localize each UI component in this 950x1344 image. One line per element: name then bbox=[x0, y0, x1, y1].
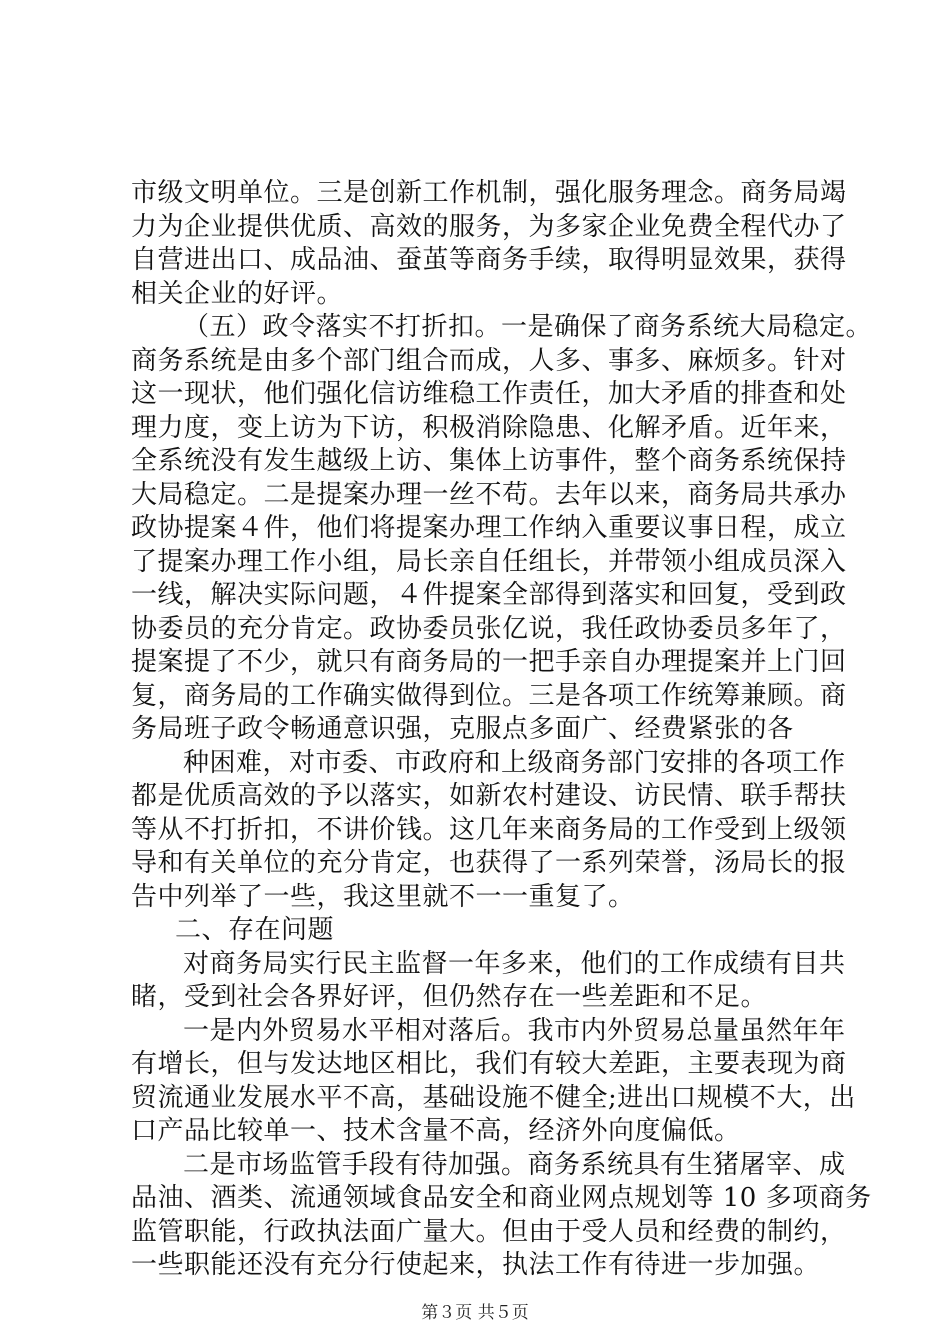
paragraph-line: 全系统没有发生越级上访、集体上访事件，整个商务系统保持 bbox=[131, 446, 847, 476]
paragraph-line: 自营进出口、成品油、蚕茧等商务手续，取得明显效果，获得 bbox=[131, 245, 847, 275]
paragraph-line: 复，商务局的工作确实做得到位。三是各项工作统筹兼顾。商 bbox=[131, 681, 847, 711]
paragraph-line: 种困难，对市委、市政府和上级商务部门安排的各项工作 bbox=[183, 748, 846, 778]
paragraph-line: （五）政令落实不打折扣。一是确保了商务系统大局稳定。 bbox=[183, 312, 873, 342]
paragraph-line: 品油、酒类、流通领域食品安全和商业网点规划等 10 多项商务 bbox=[131, 1183, 872, 1213]
paragraph-line: 力为企业提供优质、高效的服务，为多家企业免费全程代办了 bbox=[131, 212, 847, 242]
paragraph-line: 睹，受到社会各界好评，但仍然存在一些差距和不足。 bbox=[131, 982, 768, 1012]
paragraph-line: 口产品比较单一、技术含量不高，经济外向度偏低。 bbox=[131, 1116, 741, 1146]
paragraph-line: 协委员的充分肯定。政协委员张亿说，我任政协委员多年了， bbox=[131, 614, 847, 644]
paragraph-line: 相关企业的好评。 bbox=[131, 279, 344, 309]
section-heading: 二、存在问题 bbox=[175, 915, 335, 945]
paragraph-line: 告中列举了一些，我这里就不一一重复了。 bbox=[131, 882, 635, 912]
paragraph-line: 大局稳定。二是提案办理一丝不苟。去年以来，商务局共承办 bbox=[131, 480, 847, 510]
paragraph-line: 一些职能还没有充分行使起来，执法工作有待进一步加强。 bbox=[131, 1250, 821, 1280]
paragraph-line: 市级文明单位。三是创新工作机制，强化服务理念。商务局竭 bbox=[131, 178, 847, 208]
paragraph-line: 二是市场监管手段有待加强。商务系统具有生猪屠宰、成 bbox=[183, 1150, 846, 1180]
paragraph-line: 一线，解决实际问题，４件提案全部得到落实和回复，受到政 bbox=[131, 580, 847, 610]
paragraph-line: 监管职能，行政执法面广量大。但由于受人员和经费的制约， bbox=[131, 1217, 847, 1247]
page-footer: 第３页 共５页 bbox=[421, 1303, 529, 1323]
paragraph-line: 了提案办理工作小组，局长亲自任组长，并带领小组成员深入 bbox=[131, 547, 847, 577]
paragraph-line: 等从不打折扣，不讲价钱。这几年来商务局的工作受到上级领 bbox=[131, 815, 847, 845]
paragraph-line: 这一现状，他们强化信访维稳工作责任，加大矛盾的排查和处 bbox=[131, 379, 847, 409]
paragraph-line: 一是内外贸易水平相对落后。我市内外贸易总量虽然年年 bbox=[183, 1016, 846, 1046]
paragraph-line: 务局班子政令畅通意识强，克服点多面广、经费紧张的各 bbox=[131, 714, 794, 744]
paragraph-line: 政协提案４件，他们将提案办理工作纳入重要议事日程，成立 bbox=[131, 513, 847, 543]
paragraph-line: 贸流通业发展水平不高，基础设施不健全;进出口规模不大，出 bbox=[131, 1083, 856, 1113]
paragraph-line: 导和有关单位的充分肯定，也获得了一系列荣誉，汤局长的报 bbox=[131, 848, 847, 878]
paragraph-line: 商务系统是由多个部门组合而成，人多、事多、麻烦多。针对 bbox=[131, 346, 847, 376]
paragraph-line: 对商务局实行民主监督一年多来，他们的工作成绩有目共 bbox=[183, 949, 846, 979]
paragraph-line: 理力度，变上访为下访，积极消除隐患、化解矛盾。近年来， bbox=[131, 413, 847, 443]
paragraph-line: 都是优质高效的予以落实，如新农村建设、访民情、联手帮扶 bbox=[131, 781, 847, 811]
paragraph-line: 提案提了不少，就只有商务局的一把手亲自办理提案并上门回 bbox=[131, 647, 847, 677]
paragraph-line: 有增长，但与发达地区相比，我们有较大差距，主要表现为商 bbox=[131, 1049, 847, 1079]
